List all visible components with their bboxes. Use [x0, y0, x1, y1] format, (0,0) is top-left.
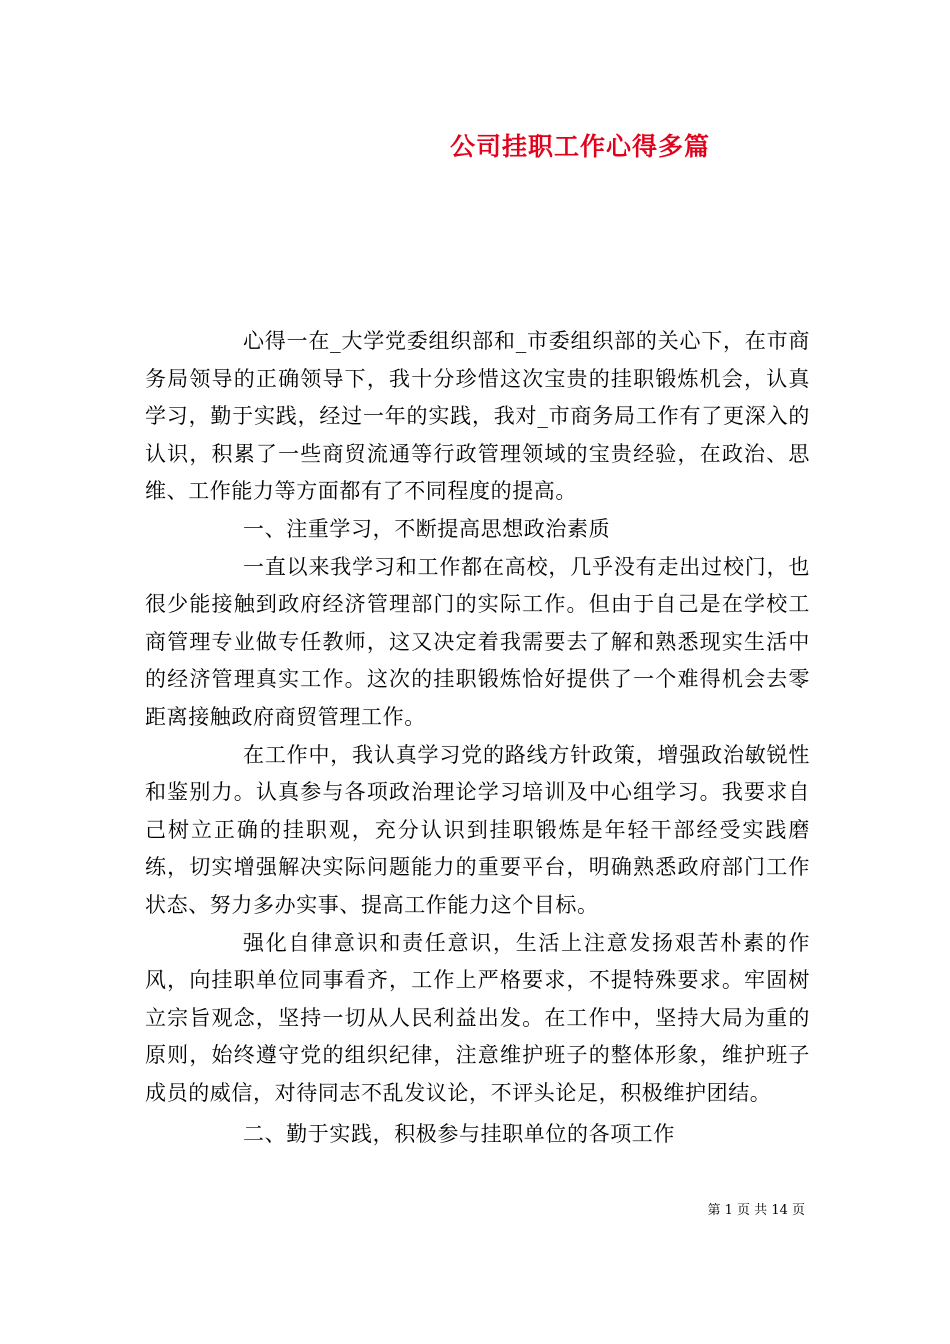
- section-heading-2: 二、勤于实践，积极参与挂职单位的各项工作: [243, 1122, 675, 1147]
- document-title: 公司挂职工作心得多篇: [449, 132, 710, 161]
- paragraph-2: 一直以来我学习和工作都在高校，几乎没有走出过校门，也很少能接触到政府经济管理部门的实际工作。但由于自己是在学校工商管理专业做专任教师，这又决定着我需要去了解和熟悉现实生活中的经济管理真实工作。这次的挂职锻炼恰好提供了一个难得机会去零距离接触政府商贸管理工作。: [145, 554, 810, 729]
- section-heading-1: 一、注重学习，不断提高思想政治素质: [243, 516, 611, 541]
- paragraph-intro: 心得一在_大学党委组织部和_市委组织部的关心下，在市商务局领导的正确领导下，我十分珍惜这次宝贵的挂职锻炼机会，认真学习，勤于实践，经过一年的实践，我对_市商务局工作有了更深入的认识，积累了一些商贸流通等行政管理领域的宝贵经验，在政治、思维、工作能力等方面都有了不同程度的提高。: [145, 329, 810, 504]
- page-number-footer: 第 1 页 共 14 页: [707, 1203, 805, 1218]
- document-body: [145, 323, 810, 1154]
- paragraph-3: 在工作中，我认真学习党的路线方针政策，增强政治敏锐性和鉴别力。认真参与各项政治理论学习培训及中心组学习。我要求自己树立正确的挂职观，充分认识到挂职锻炼是年轻干部经受实践磨练，切实增强解决实际问题能力的重要平台，明确熟悉政府部门工作状态、努力多办实事、提高工作能力这个目标。: [145, 742, 810, 917]
- paragraph-4: 强化自律意识和责任意识，生活上注意发扬艰苦朴素的作风，向挂职单位同事看齐，工作上严格要求，不提特殊要求。牢固树立宗旨观念，坚持一切从人民利益出发。在工作中，坚持大局为重的原则，始终遵守党的组织纪律，注意维护班子的整体形象，维护班子成员的威信，对待同志不乱发议论，不评头论足，积极维护团结。: [145, 930, 810, 1105]
